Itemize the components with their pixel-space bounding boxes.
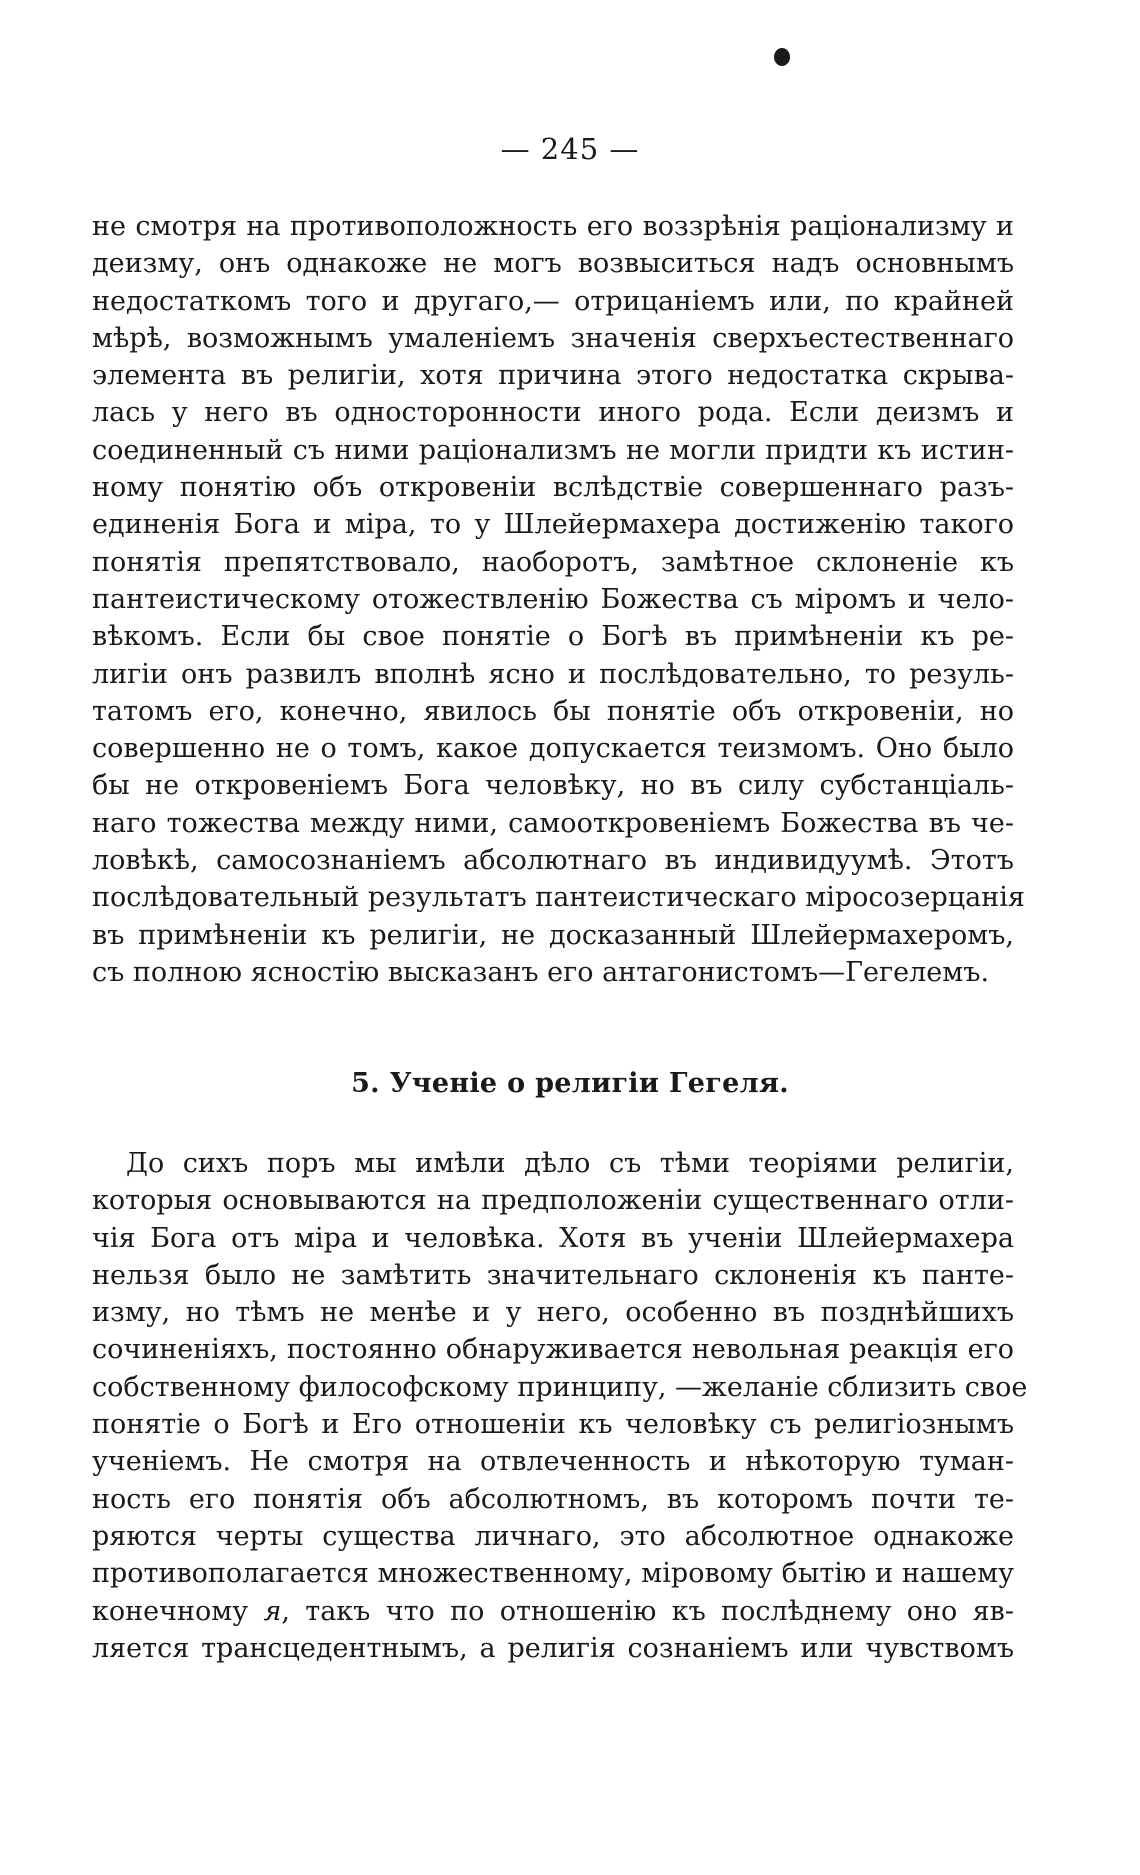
paragraph-1-line-20: въ примѣненіи къ религіи, не досказанный Шлейермахеромъ, <box>92 919 1014 951</box>
page-number: — 245 — <box>500 132 640 166</box>
paragraph-2-line-8: понятіе о Богѣ и Его отношеніи къ человѣку съ религіознымъ <box>92 1409 1014 1441</box>
paragraph-1-line-10: понятія препятствовало, наоборотъ, замѣтное склоненіе къ <box>92 546 1014 578</box>
paragraph-1-line-8: ному понятію объ откровеніи вслѣдствіе совершеннаго разъ- <box>92 472 1014 504</box>
paragraph-2-line-5: изму, но тѣмъ не менѣе и у него, особенно въ позднѣйшихъ <box>92 1297 1014 1329</box>
paragraph-2-line-1: До сихъ поръ мы имѣли дѣло съ тѣми теоріями религіи, <box>126 1148 1014 1179</box>
paragraph-2-lines <box>92 1145 1028 1593</box>
paragraph-1-line-4: мѣрѣ, возможнымъ умаленіемъ значенія сверхъестественнаго <box>92 322 1014 354</box>
paragraph-1-line-18: ловѣкѣ, самосознаніемъ абсолютнаго въ индивидуумѣ. Этотъ <box>92 845 1014 877</box>
section-heading: 5. Ученіе о религіи Гегеля. <box>351 1068 789 1099</box>
paragraph-1 <box>92 208 1025 991</box>
paragraph-2-line-14: ляется трансцедентнымъ, а религія сознаніемъ или чувствомъ <box>92 1632 1014 1664</box>
paragraph-1-line-15: совершенно не о томъ, какое допускается теизмомъ. Оно было <box>92 733 1014 765</box>
paragraph-1-line-19: послѣдовательный результатъ пантеистическаго міросозерцанія <box>92 882 1025 914</box>
line-13-text-before: конечному <box>92 1595 264 1627</box>
paragraph-2-line-7: собственному философскому принципу, —желаніе сблизить свое <box>92 1371 1028 1403</box>
paragraph-1-line-5: элемента въ религіи, хотя причина этого недостатка скрыва- <box>92 360 1014 392</box>
paragraph-1-line-13: лигіи онъ развилъ вполнѣ ясно и послѣдовательно, то резуль- <box>92 658 1014 690</box>
line-13-text-after: , такъ что по отношенію къ послѣднему оно яв- <box>281 1595 1014 1627</box>
paragraph-1-line-12: вѣкомъ. Если бы свое понятіе о Богѣ въ примѣненіи къ ре- <box>92 621 1014 653</box>
line-13-italic-word: я <box>263 1595 282 1627</box>
paragraph-2-line-6: сочиненіяхъ, постоянно обнаруживается невольная реакція его <box>92 1334 1014 1366</box>
paragraph-1-line-21: съ полною ясностію высказанъ его антагонистомъ—Гегелемъ. <box>92 956 990 988</box>
paragraph-2-line-9: ученіемъ. Не смотря на отвлеченность и нѣкоторую туман- <box>92 1446 1014 1478</box>
paragraph-2-line-3: чія Бога отъ міра и человѣка. Хотя въ ученіи Шлейермахера <box>92 1222 1014 1254</box>
paragraph-2-line-12: противополагается множественному, міровому бытію и нашему <box>92 1558 1014 1590</box>
paragraph-2-line-10: ность его понятія объ абсолютномъ, въ которомъ почти те- <box>92 1483 1014 1515</box>
paragraph-1-line-9: единенія Бога и міра, то у Шлейермахера достиженію такого <box>92 509 1014 541</box>
paragraph-1-line-17: наго тожества между ними, самооткровеніемъ Божества въ че- <box>92 807 1014 839</box>
paragraph-1-line-7: соединенный съ ними раціонализмъ не могли придти къ истин- <box>92 434 1014 466</box>
paragraph-2-line-4: нельзя было не замѣтить значительнаго склоненія къ панте- <box>92 1259 1014 1291</box>
paragraph-1-line-2: деизму, онъ однакоже не могъ возвыситься надъ основнымъ <box>92 248 1014 280</box>
paragraph-1-line-11: пантеистическому отожествленію Божества съ міромъ и чело- <box>92 583 1014 615</box>
paragraph-2-line-13 <box>92 1593 1014 1630</box>
paragraph-1-line-1: не смотря на противоположность его воззрѣнія раціонализму и <box>92 211 1014 242</box>
paragraph-2-line-11: ряются черты существа личнаго, это абсолютное однакоже <box>92 1520 1014 1552</box>
paragraph-2 <box>92 1145 1028 1667</box>
paragraph-1-line-3: недостаткомъ того и другаго,— отрицаніемъ или, по крайней <box>92 285 1014 317</box>
paragraph-1-line-16: бы не откровеніемъ Бога человѣку, но въ силу субстанціаль- <box>92 770 1014 802</box>
paragraph-2-line-2: которыя основываются на предположеніи существеннаго отли- <box>92 1185 1014 1217</box>
paragraph-1-line-14: татомъ его, конечно, явилось бы понятіе объ откровеніи, но <box>92 695 1014 727</box>
paragraph-1-line-6: лась у него въ односторонности иного рода. Если деизмъ и <box>92 397 1014 429</box>
ink-blot-mark <box>774 48 790 66</box>
